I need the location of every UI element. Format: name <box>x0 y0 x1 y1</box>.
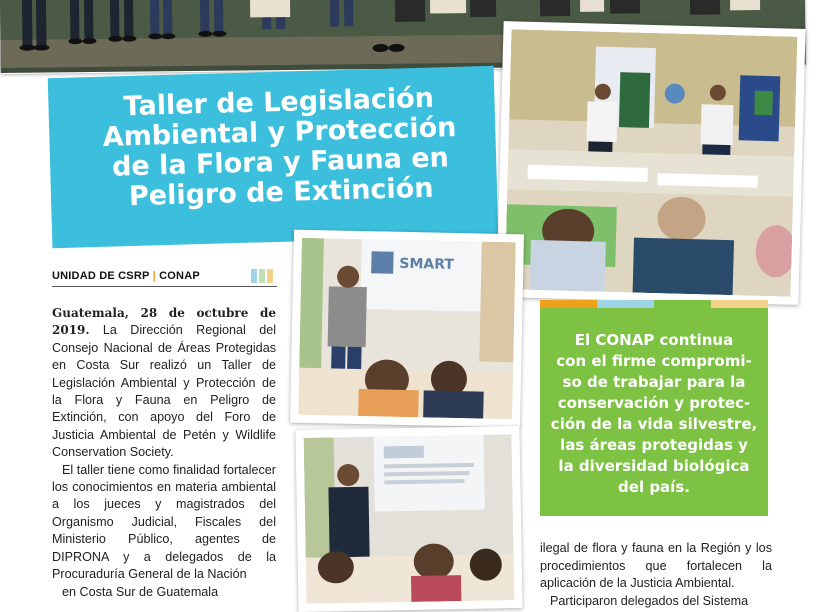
presenter-image <box>298 238 516 419</box>
pull-quote-text <box>546 330 762 498</box>
right-column-paragraph-1: ilegal de flora y fauna en la Región y los procedimientos que fortalecen la aplicación de la Justicia Ambiental. <box>540 541 772 591</box>
workshop-room-image <box>505 29 798 296</box>
quote-color-bar <box>540 300 768 308</box>
title-line-4: Peligro de Extinción <box>128 172 434 213</box>
byline-swatch-3 <box>267 269 273 283</box>
title-line-2: Ambiental y Protección <box>102 112 457 153</box>
title-line-3: de la Flora y Fauna en <box>111 142 450 183</box>
byline-swatch-2 <box>259 269 265 283</box>
quote-bar-segment-1 <box>540 300 597 308</box>
presenter-illustration <box>298 238 516 419</box>
article-paragraph-1-text: La Dirección Regional del Consejo Nacional de Áreas Protegidas en Costa Sur realizó un Taller de Legislación Ambiental y Protección de la Flora y Fauna en Peligro de Extinción, con apoyo del Foro de Justicia Ambiental de Petén y Wildlife Conservation Society. <box>52 323 276 460</box>
speaker-illustration <box>304 434 515 604</box>
article-paragraph-1 <box>52 305 276 462</box>
quote-line-1: El CONAP continua <box>574 331 734 349</box>
quote-bar-segment-2 <box>597 300 654 308</box>
right-column-paragraph-2-cut: Participaron delegados del Sistema <box>550 593 749 608</box>
workshop-room-illustration <box>505 29 798 296</box>
byline-text <box>52 270 200 282</box>
slide-logo-text: SMART <box>399 255 455 273</box>
byline-separator: | <box>152 270 156 282</box>
quote-line-7: la diversidad biológica <box>558 457 750 475</box>
pull-quote-box <box>540 308 768 516</box>
article-paragraph-2: El taller tiene como finalidad fortalecer los conocimientos en materia ambiental a los jueces y magistrados del Organismo Judicial, Fiscales del Ministerio Público, agentes de DIPRONA y a delegados de la Procuraduría General de la Nación <box>52 462 276 582</box>
byline-swatch-1 <box>251 269 257 283</box>
byline-org: CONAP <box>159 270 200 282</box>
quote-line-4: conservación y protec- <box>557 394 751 412</box>
quote-line-2: con el firme compromi- <box>556 352 752 370</box>
quote-line-5: ción de la vida silvestre, <box>550 415 758 433</box>
quote-bar-segment-3 <box>654 300 711 308</box>
presenter-photo <box>290 230 524 428</box>
quote-bar-segment-4 <box>711 300 768 308</box>
speaker-image <box>304 434 515 604</box>
article-title <box>58 82 501 214</box>
quote-line-8: del país. <box>618 478 690 496</box>
speaker-photo <box>295 426 522 612</box>
article-paragraph-2-cut: en Costa Sur de Guatemala <box>62 584 219 599</box>
quote-line-3: so de trabajar para la <box>562 373 746 391</box>
dateline: Guatemala, 28 de octubre de 2019. <box>52 306 276 338</box>
title-line-1: Taller de Legislación <box>123 82 435 123</box>
quote-line-6: las áreas protegidas y <box>560 436 748 454</box>
article-body <box>52 305 276 601</box>
byline-section: UNIDAD DE CSRP <box>52 270 150 282</box>
byline <box>52 268 277 287</box>
workshop-room-photo <box>496 21 805 305</box>
